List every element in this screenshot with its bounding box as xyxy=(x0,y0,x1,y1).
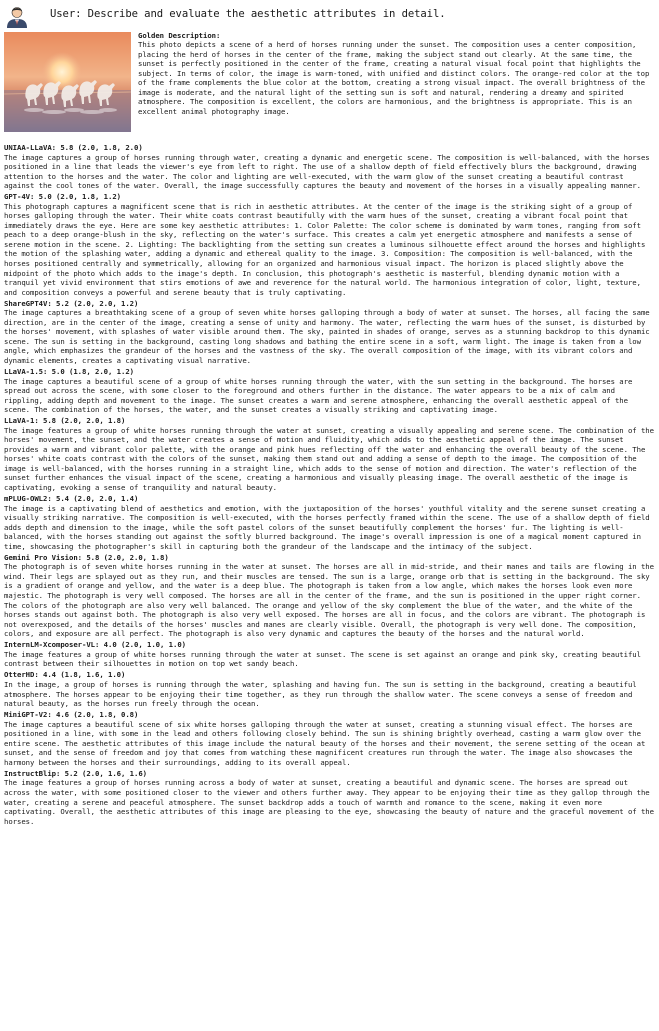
model-response-text: The image captures a breathtaking scene of a group of seven white horses galloping through a body of water at sunset. The horses, all facing the same direction, are in the center of the image, creating a sense of unity and harmony. The water, reflecting the warm hues of the sunset, is disturbed by the horses' movement, with splashes of water visible around them. The sky, painted in shades of orange, serves as a stunning backdrop to this dynamic scene. The sun is setting in the background, casting long shadows and bathing the entire scene in a soft, warm light. The image is taken from a low angle, which emphasizes the grandeur of the horses and the vastness of the sky. The overall composition of the image, with its vibrant colors and dynamic elements, creates a captivating visual narrative. xyxy=(4,308,650,365)
model-response-text: This photograph captures a magnificent scene that is rich in aesthetic attributes. At the center of the image is the striking sight of a group of horses galloping through the water. Their white coats contrast beautifully with the warm hues of the sunset, creating a vibrant focal point that immediately draws the eye. Here are some key aesthetic attributes: 1. Color Palette: The color scheme is dominated by warm tones, ranging from soft peach to a deep orange-blush in the sky, reflecting on the water's surface. This creates a calm yet energetic atmosphere and manifests a sense of serene motion in the scene. 2. Lighting: The backlighting from the setting sun creates a luminous silhouette effect around the horses and highlights the motion of the splashing water, adding a dynamic and ethereal quality to the image. 3. Composition: The composition is well-balanced, with the horses positioned centrally and symmetrically, allowing for an organized and harmonious visual impact. The horizon is placed slightly above the midpoint of the photo which adds to the image's depth. In conclusion, this photograph's aesthetic is masterful, blending dynamic motion with a tranquil yet vivid environment that stirs emotions of awe and reverence for the natural world. The harmonious integration of color, light, texture, and composition conveys a powerful and serene beauty that is truly captivating. xyxy=(4,201,646,297)
model-score-heading: LLaVA-1: 5.8 (2.0, 2.0, 1.8) xyxy=(4,416,126,426)
model-response-mplug-owl2 xyxy=(4,494,656,551)
model-score-heading: MiniGPT-V2: 4.6 (2.0, 1.8, 0.8) xyxy=(4,710,139,720)
model-response-uniaa-llava xyxy=(4,143,656,191)
model-response-text: The image is a captivating blend of aesthetics and emotion, with the juxtaposition of the horses' youthful vitality and the serene sunset creating a visually striking narrative. The composition is well-executed, with the horses perfectly framed within the scene. The use of a shallow depth of field adds depth and dimension to the image, while the soft pastel colors of the sunset beautifully complement the horses' fur. The lighting is well-balanced, with the horses standing out against the softly blurred background. The image's overall impression is one of a magical moment captured in time, showcasing the photographer's skill in capturing both the grandeur of the landscape and the intimacy of the subject. xyxy=(4,503,650,551)
model-response-text: The image captures a group of horses running through water, creating a dynamic and energetic scene. The composition is well-balanced, with the horses positioned in a line that leads the viewer's eye from left to right. The use of a shallow depth of field effectively blurs the background, drawing attention to the horses and the water. The color and lighting are well-executed, with the warm glow of the sunset creating a beautiful contrast against the cool tones of the water. Overall, the image successfully captures the beauty and movement of the horses in a visually appealing manner. xyxy=(4,152,650,191)
model-score-heading: InstructBlip: 5.2 (2.0, 1.6, 1.6) xyxy=(4,768,147,778)
sunset-horses-photo xyxy=(4,32,131,132)
model-response-text: In the image, a group of horses is running through the water, splashing and having fun. The sun is setting in the background, creating a beautiful atmosphere. The horses appear to be enjoying their time together, as they run through the shallow water. The scene conveys a sense of freedom and natural beauty, as the horses run freely through the ocean. xyxy=(4,679,637,709)
model-response-otterhd xyxy=(4,670,656,708)
model-response-gpt-4v xyxy=(4,192,656,297)
model-score-heading: UNIAA-LLaVA: 5.8 (2.0, 1.8, 2.0) xyxy=(4,143,143,152)
model-score-heading: GPT-4V: 5.0 (2.0, 1.8, 1.2) xyxy=(4,192,121,202)
model-response-llava-1 xyxy=(4,416,656,492)
model-response-sharegpt4v xyxy=(4,299,656,366)
model-response-instructblip xyxy=(4,769,656,826)
user-avatar-icon xyxy=(4,3,30,29)
golden-description-text: This photo depicts a scene of a herd of horses running under the sunset. The composition uses a center composition, placing the herd of horses in the center of the frame, making the subject stand out clearly. At the same time, the sunset is perfectly positioned in the center of the frame, creating a natural visual focal point that highlights the subject. In terms of color, the image is warm-toned, with unified and distinct colors. The orange-red color at the top of the frame complements the blue color at the bottom, creating a strong visual impact. The overall brightness of the image is moderate, and the natural light of the setting sun is soft and natural, rendering a dreamy and spirited atmosphere. The composition is excellent, the colors are harmonious, and the brightness is appropriate. This is an excellent animal photography image. xyxy=(138,40,650,116)
model-responses-list xyxy=(4,143,656,828)
model-response-text: The image features a group of white horses running through the water at sunset, creating a visually appealing and serene scene. The combination of the horses' movement, the sunset, and the water creates a sense of motion and fluidity, which adds to the aesthetic appeal of the image. The sunset provides a warm and vibrant color palette, with the orange and pink hues reflecting off the water and enhancing the overall beauty of the scene. The horses' white coats contrast with the colors of the sunset, making them stand out and adding a sense of depth to the image. The composition of the image is well-balanced, with the horses running in a straight line, which adds to the sense of motion and direction. The water's reflection of the sunset further enhances the visual impact of the scene, creating a harmonious and visually pleasing image. The overall aesthetic of the image is captivating, evoking a sense of tranquility and natural beauty. xyxy=(4,425,654,492)
model-score-heading: LLaVA-1.5: 5.0 (1.8, 2.0, 1.2) xyxy=(4,367,134,376)
model-score-heading: mPLUG-OWL2: 5.4 (2.0, 2.0, 1.4) xyxy=(4,494,139,504)
model-score-heading: Gemini Pro Vision: 5.8 (2.0, 2.0, 1.8) xyxy=(4,552,169,562)
model-response-gemini-pro-vision xyxy=(4,553,656,639)
model-response-text: The image features a group of horses running across a body of water at sunset, creating a beautiful and dynamic scene. The horses are spread out across the water, with some positioned closer to the viewer and others further away. They appear to be enjoying their time as they gallop through the water, creating a serene and peaceful atmosphere. The sunset backdrop adds a touch of warmth and romance to the scene, making it even more captivating. Overall, the aesthetic attributes of this image are pleasing to the eye, showcasing the beauty of nature and the graceful movement of the horses. xyxy=(4,778,654,826)
golden-description-title: Golden Description: xyxy=(138,31,221,40)
golden-description xyxy=(138,31,654,116)
user-query-header xyxy=(4,3,655,29)
model-response-internlm-xcomposer-vl xyxy=(4,640,656,669)
model-score-heading: InternLM-Xcomposer-VL: 4.0 (2.0, 1.0, 1.0) xyxy=(4,640,186,650)
model-response-llava-1-5 xyxy=(4,367,656,415)
model-response-text: The image captures a beautiful scene of six white horses galloping through the water at sunset, creating a stunning visual effect. The horses are positioned in a line, with some in the lead and others following closely behind. The sun is shining brightly overhead, casting a warm glow over the entire scene. The aesthetic attributes of this image include the natural beauty of the horses and their movement, the serene setting of the ocean at sunset, and the sense of freedom and joy that comes from watching these magnificent creatures run through the water. The image also showcases the harmony between the horses and their surroundings, adding to its overall appeal. xyxy=(4,719,646,767)
model-response-text: The image features a group of white horses running through the water at sunset. The scene is set against an orange and pink sky, creating beautiful contrast between their silhouettes in motion on top wet sandy beach. xyxy=(4,649,641,669)
model-score-heading: ShareGPT4V: 5.2 (2.0, 2.0, 1.2) xyxy=(4,298,139,308)
model-response-minigpt-v2 xyxy=(4,710,656,767)
model-score-heading: OtterHD: 4.4 (1.8, 1.6, 1.0) xyxy=(4,670,126,680)
model-response-text: The photograph is of seven white horses running in the water at sunset. The horses are all in mid-stride, and their manes and tails are flowing in the wind. Their legs are splayed out as they run, and their muscles are tensed. The sun is a large, orange orb that is setting in the background. The sky is a gradient of orange and yellow, and the water is a deep blue. The photograph is taken from a low angle, which makes the horses look even more majestic. The photograph is very well composed. The horses are all in the center of the frame, and the sun is positioned in the upper right corner. The colors of the photograph are also very well balanced. The orange and yellow of the sky complement the blue of the water, and the white of the horses stands out against both. The photograph is also very well exposed. The horses are all in focus, and the colors are vibrant. The photograph is not overexposed, and the details of the horses' muscles and manes are clearly visible. Overall, the photograph is very well done. The composition, colors, and exposure are all perfect. The photograph is also very dynamic and captures the beauty of the horses and the natural world. xyxy=(4,562,654,639)
model-response-text: The image captures a beautiful scene of a group of white horses running through the water, with the sun setting in the background. The horses are spread out across the scene, with some closer to the foreground and others further in the distance. The water appears to be a mix of calm and rippling, adding depth and movement to the image. The sunset creates a warm and serene atmosphere, enhancing the overall aesthetic appeal of the scene. The combination of the horses, the water, and the sunset creates a visually striking and captivating image. xyxy=(4,376,633,415)
user-query-text: User: Describe and evaluate the aesthetic attributes in detail. xyxy=(50,8,446,20)
